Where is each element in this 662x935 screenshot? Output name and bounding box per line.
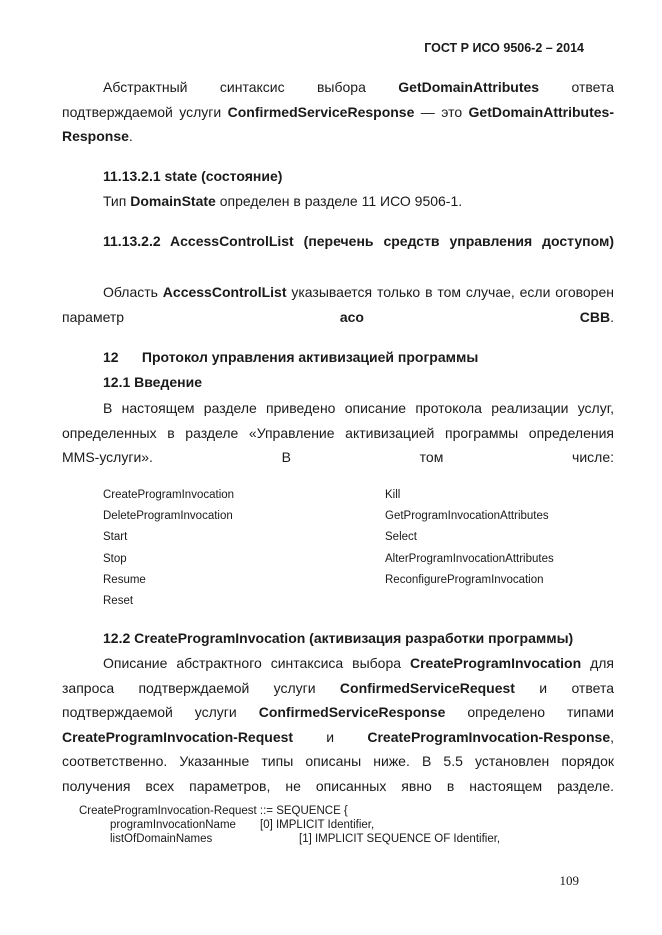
list-item: Start: [103, 531, 128, 544]
heading-12: 12 Протокол управления активизацией программы: [103, 349, 479, 365]
heading-11-13-2-2: 11.13.2.2 AccessControlList (перечень средств управления доступом): [103, 233, 614, 249]
list-item: ReconfigureProgramInvocation: [385, 573, 544, 586]
list-item: Kill: [385, 489, 401, 501]
list-item: Reset: [103, 595, 134, 608]
list-item: AlterProgramInvocationAttributes: [385, 552, 554, 565]
paragraph-access-control-list: Область AccessControlList указывается только в том случае, если оговорен параметр aco CBB.: [62, 284, 614, 325]
paragraph-introduction: В настоящем разделе приведено описание протокола реализации услуг, определенных в разделе «Управление активизацией программы определения MMS-услуги». В том числе:: [62, 400, 614, 465]
code-line: programInvocationName [0] IMPLICIT Identifier,: [110, 819, 375, 831]
services-list: [103, 485, 554, 612]
heading-12-1: 12.1 Введение: [103, 374, 202, 390]
heading-12-2: 12.2 CreateProgramInvocation (активизация разработки программы): [103, 630, 574, 646]
paragraph-create-program-invocation: Описание абстрактного синтаксиса выбора CreateProgramInvocation для запроса подтверждаемой услуги ConfirmedServiceRequest и ответа подтверждаемой услуги ConfirmedServiceResponse определено типами CreateProgramInvocation-Request и CreateProgramInvocation-Response, соответственно. Указанные типы описаны ниже. В 5.5 установлен порядок получения всех параметров, не описанных явно в настоящем разделе.: [62, 655, 614, 794]
paragraph-domain-state: Тип DomainState определен в разделе 11 ИСО 9506-1.: [103, 193, 463, 209]
list-item: Select: [385, 531, 417, 544]
paragraph-get-domain-attributes: Абстрактный синтаксис выбора GetDomainAttributes ответа подтверждаемой услуги ConfirmedServiceResponse — это GetDomainAttributes-Response.: [62, 79, 614, 144]
page-number: 109: [559, 873, 579, 888]
code-line: CreateProgramInvocation-Request ::= SEQUENCE {: [79, 805, 348, 817]
list-item: Resume: [103, 573, 146, 586]
list-item: DeleteProgramInvocation: [103, 510, 233, 523]
asn1-code-block: [79, 804, 500, 846]
list-item: CreateProgramInvocation: [103, 489, 235, 501]
document-header: ГОСТ Р ИСО 9506-2 – 2014: [424, 41, 584, 55]
code-line: listOfDomainNames [1] IMPLICIT SEQUENCE OF Identifier,: [110, 833, 501, 845]
list-item: GetProgramInvocationAttributes: [385, 510, 549, 523]
list-item: Stop: [103, 552, 127, 565]
heading-11-13-2-1: 11.13.2.1 state (состояние): [103, 168, 283, 184]
